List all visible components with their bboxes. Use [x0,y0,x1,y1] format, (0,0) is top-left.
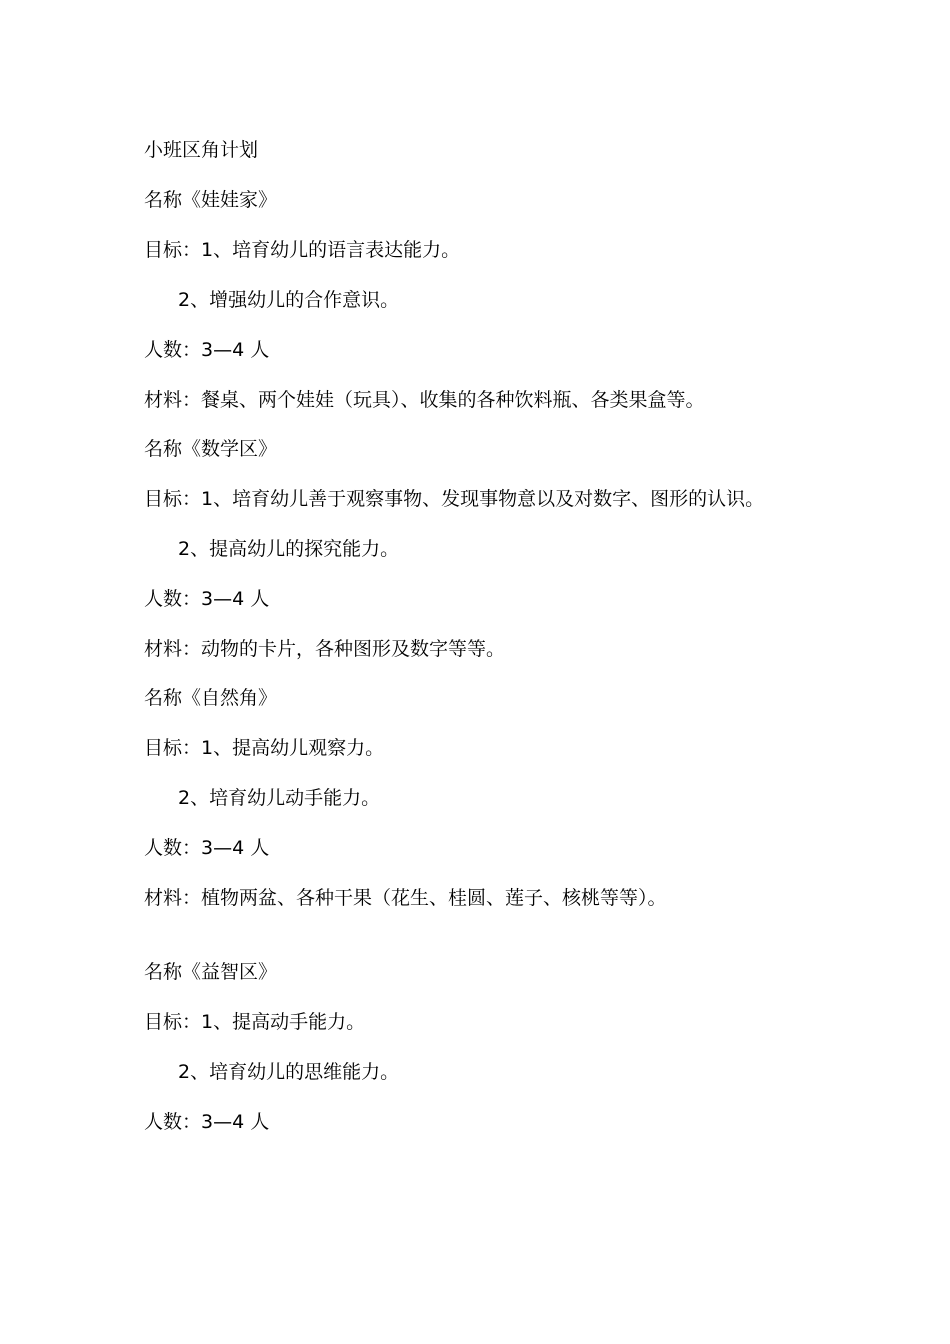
section-goal-1: 目标：1、提高动手能力。 [144,1011,366,1033]
section-materials: 材料：餐桌、两个娃娃（玩具）、收集的各种饮料瓶、各类果盒等。 [144,389,705,411]
section-count: 人数：3—4 人 [144,1111,270,1133]
document-title: 小班区角计划 [144,139,259,161]
section-goal-1: 目标：1、提高幼儿观察力。 [144,737,385,759]
section-goal-2: 2、增强幼儿的合作意识。 [178,289,400,311]
section-goal-2: 2、培育幼儿的思维能力。 [178,1061,400,1083]
section-goal-1: 目标：1、培育幼儿的语言表达能力。 [144,239,461,261]
section-goal-1: 目标：1、培育幼儿善于观察事物、发现事物意以及对数字、图形的认识。 [144,488,765,510]
section-materials: 材料：植物两盆、各种干果（花生、桂圆、莲子、核桃等等）。 [144,887,667,909]
section-count: 人数：3—4 人 [144,837,270,859]
section-name: 名称《娃娃家》 [144,189,278,211]
section-name: 名称《数学区》 [144,438,278,460]
section-name: 名称《益智区》 [144,961,278,983]
section-name: 名称《自然角》 [144,687,278,709]
section-materials: 材料：动物的卡片，各种图形及数字等等。 [144,638,506,660]
section-goal-2: 2、提高幼儿的探究能力。 [178,538,400,560]
section-count: 人数：3—4 人 [144,339,270,361]
section-goal-2: 2、培育幼儿动手能力。 [178,787,381,809]
section-count: 人数：3—4 人 [144,588,270,610]
